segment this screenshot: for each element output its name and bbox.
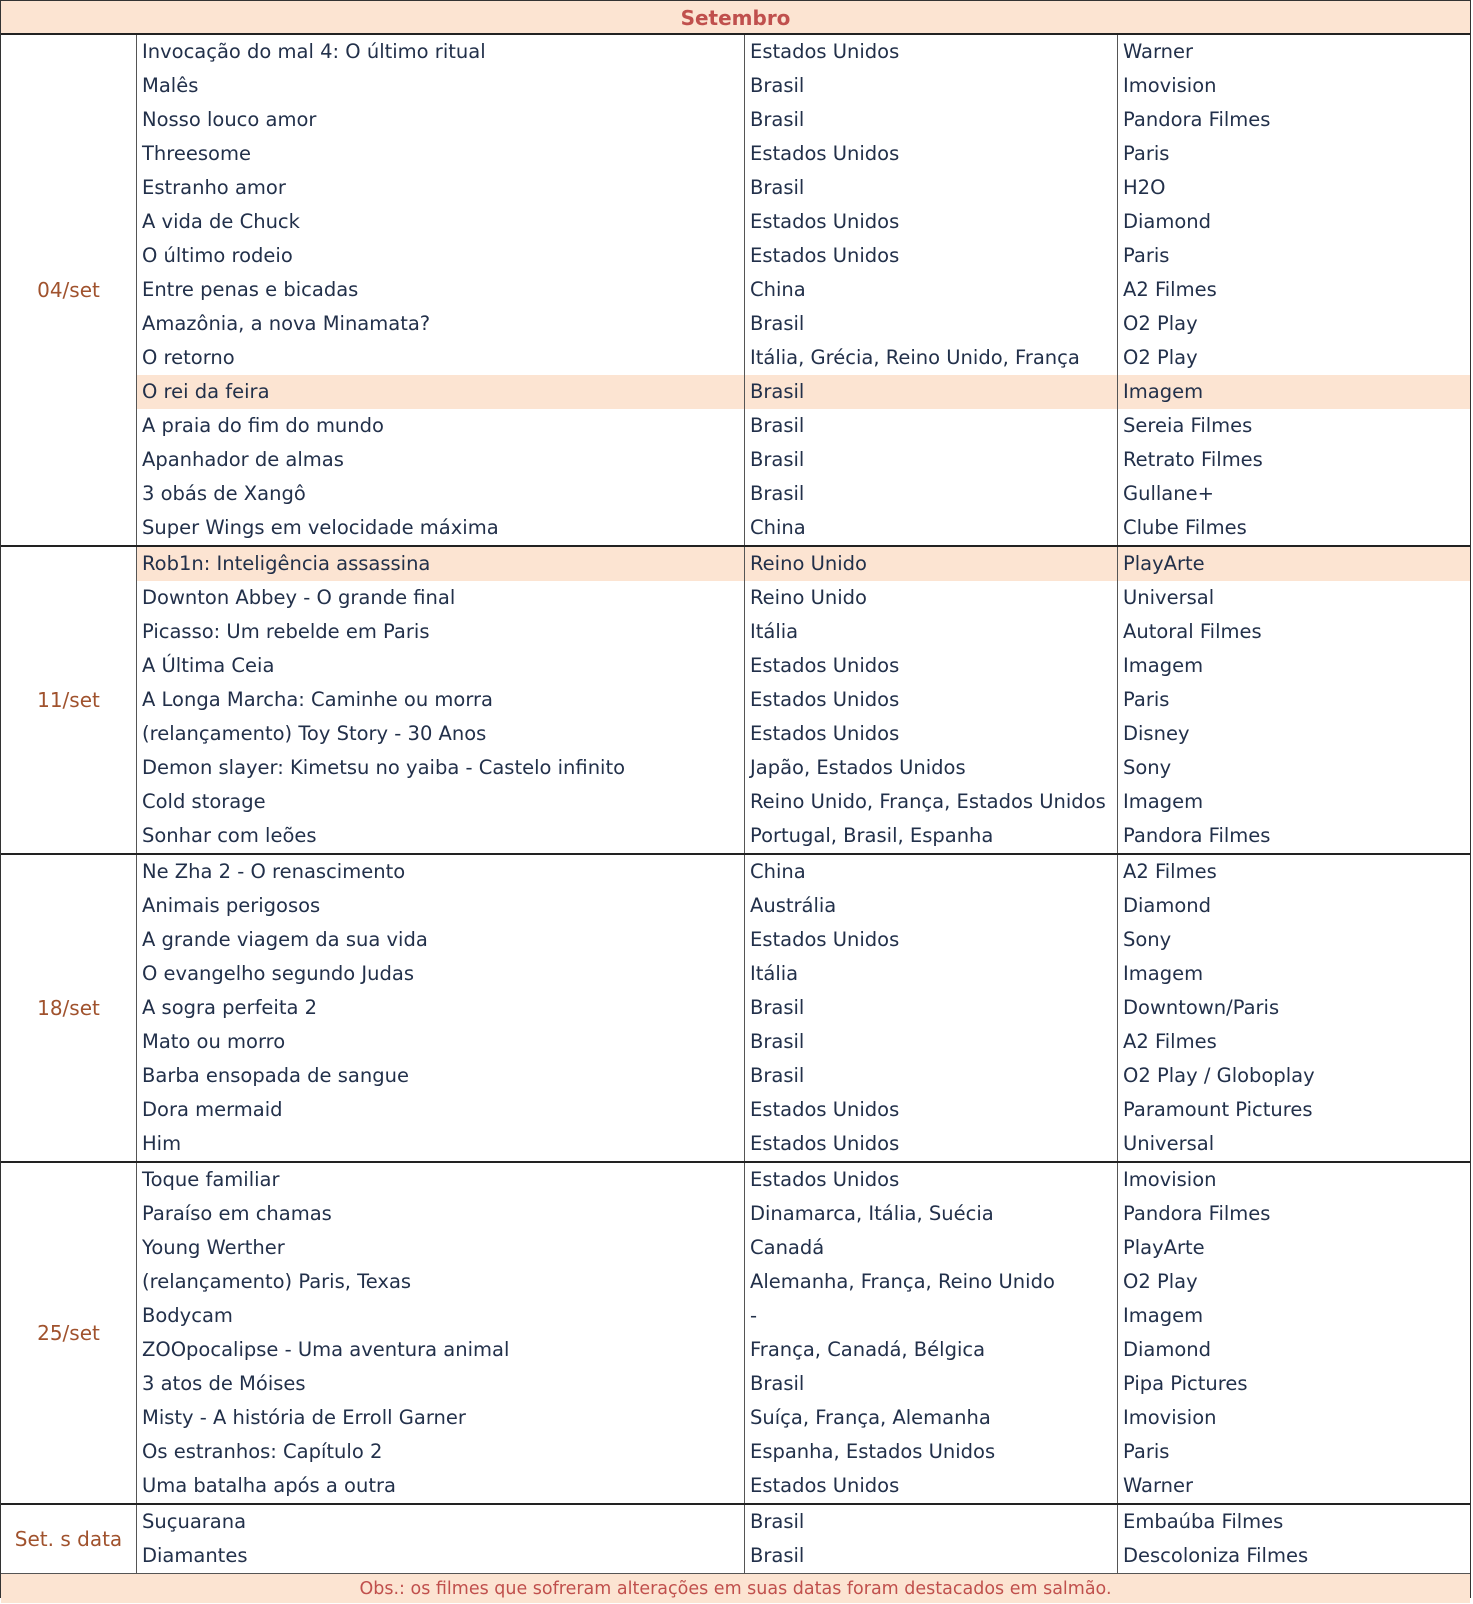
table-row xyxy=(137,1197,1470,1231)
film-title-cell: Amazônia, a nova Minamata? xyxy=(137,307,745,341)
distributor-cell: A2 Filmes xyxy=(1123,278,1217,301)
table-row xyxy=(137,1127,1470,1161)
film-title-cell: Nosso louco amor xyxy=(137,103,745,137)
distributor-cell: Imagem xyxy=(1123,1304,1204,1327)
country-cell: Reino Unido xyxy=(745,581,1118,615)
distributor-cell: Autoral Filmes xyxy=(1123,620,1262,643)
film-title-cell: Entre penas e bicadas xyxy=(137,273,745,307)
distributor-cell: Imovision xyxy=(1123,74,1217,97)
distributor-cell: Paris xyxy=(1123,1440,1170,1463)
film-title-cell: Cold storage xyxy=(137,785,745,819)
table-row xyxy=(137,1059,1470,1093)
country-cell: Canadá xyxy=(745,1231,1118,1265)
table-row xyxy=(137,547,1470,581)
film-title-cell: O retorno xyxy=(137,341,745,375)
table-row xyxy=(137,1093,1470,1127)
release-group xyxy=(1,1163,1470,1505)
country-cell: Brasil xyxy=(745,1059,1118,1093)
table-row xyxy=(137,889,1470,923)
distributor-cell: Paris xyxy=(1123,142,1170,165)
film-title-cell: Dora mermaid xyxy=(137,1093,745,1127)
film-title-cell: Estranho amor xyxy=(137,171,745,205)
distributor-cell: A2 Filmes xyxy=(1123,860,1217,883)
table-row xyxy=(137,1469,1470,1503)
country-cell: Estados Unidos xyxy=(745,683,1118,717)
country-cell: Estados Unidos xyxy=(745,1093,1118,1127)
table-row xyxy=(137,717,1470,751)
month-title: Setembro xyxy=(1,1,1470,35)
table-row xyxy=(137,819,1470,853)
country-cell: Brasil xyxy=(745,307,1118,341)
film-title-cell: O rei da feira xyxy=(137,375,745,409)
table-row xyxy=(137,69,1470,103)
distributor-cell: Imagem xyxy=(1123,380,1204,403)
country-cell: Estados Unidos xyxy=(745,1127,1118,1161)
distributor-cell: Imagem xyxy=(1123,962,1204,985)
table-row xyxy=(137,443,1470,477)
film-title-cell: Toque familiar xyxy=(137,1163,745,1197)
distributor-cell: Universal xyxy=(1123,586,1215,609)
country-cell: China xyxy=(745,855,1118,889)
release-date: 18/set xyxy=(1,855,137,1161)
film-title-cell: Apanhador de almas xyxy=(137,443,745,477)
table-row xyxy=(137,511,1470,545)
film-title-cell: Diamantes xyxy=(137,1539,745,1573)
film-title-cell: Downton Abbey - O grande final xyxy=(137,581,745,615)
film-title-cell: Ne Zha 2 - O renascimento xyxy=(137,855,745,889)
distributor-cell: A2 Filmes xyxy=(1123,1030,1217,1053)
table-row xyxy=(137,205,1470,239)
film-title-cell: Misty - A história de Erroll Garner xyxy=(137,1401,745,1435)
table-row xyxy=(137,683,1470,717)
table-row xyxy=(137,1505,1470,1539)
film-rows xyxy=(137,35,1470,545)
film-title-cell: Invocação do mal 4: O último ritual xyxy=(137,35,745,69)
film-title-cell: Him xyxy=(137,1127,745,1161)
distributor-cell: Sereia Filmes xyxy=(1123,414,1253,437)
film-title-cell: Rob1n: Inteligência assassina xyxy=(137,547,745,581)
film-title-cell: Super Wings em velocidade máxima xyxy=(137,511,745,545)
country-cell: Estados Unidos xyxy=(745,1163,1118,1197)
country-cell: Japão, Estados Unidos xyxy=(745,751,1118,785)
table-row xyxy=(137,649,1470,683)
film-title-cell: A Última Ceia xyxy=(137,649,745,683)
country-cell: Estados Unidos xyxy=(745,923,1118,957)
film-title-cell: 3 atos de Móises xyxy=(137,1367,745,1401)
distributor-cell: Diamond xyxy=(1123,1338,1212,1361)
country-cell: Brasil xyxy=(745,103,1118,137)
table-row xyxy=(137,923,1470,957)
film-title-cell: Threesome xyxy=(137,137,745,171)
footer-note: Obs.: os filmes que sofreram alterações em suas datas foram destacados em salmão. xyxy=(1,1573,1470,1603)
distributor-cell: PlayArte xyxy=(1123,1236,1205,1259)
country-cell: Reino Unido, França, Estados Unidos xyxy=(745,785,1118,819)
table-row xyxy=(137,1333,1470,1367)
film-title-cell: Animais perigosos xyxy=(137,889,745,923)
table-row xyxy=(137,273,1470,307)
table-row xyxy=(137,307,1470,341)
distributor-cell: Downtown/Paris xyxy=(1123,996,1280,1019)
distributor-cell: Disney xyxy=(1123,722,1190,745)
distributor-cell: Embaúba Filmes xyxy=(1123,1510,1284,1533)
film-title-cell: Sonhar com leões xyxy=(137,819,745,853)
table-row xyxy=(137,341,1470,375)
country-cell: Suíça, França, Alemanha xyxy=(745,1401,1118,1435)
country-cell: Estados Unidos xyxy=(745,717,1118,751)
table-row xyxy=(137,1231,1470,1265)
film-title-cell: A praia do fim do mundo xyxy=(137,409,745,443)
film-rows xyxy=(137,1505,1470,1573)
distributor-cell: Sony xyxy=(1123,756,1172,779)
country-cell: Estados Unidos xyxy=(745,137,1118,171)
distributor-cell: Clube Filmes xyxy=(1123,516,1247,539)
table-row xyxy=(137,1401,1470,1435)
distributor-cell: Retrato Filmes xyxy=(1123,448,1263,471)
table-row xyxy=(137,581,1470,615)
country-cell: Brasil xyxy=(745,171,1118,205)
table-row xyxy=(137,103,1470,137)
film-title-cell: (relançamento) Paris, Texas xyxy=(137,1265,745,1299)
film-title-cell: Os estranhos: Capítulo 2 xyxy=(137,1435,745,1469)
country-cell: Brasil xyxy=(745,1539,1118,1573)
table-row xyxy=(137,35,1470,69)
release-group xyxy=(1,547,1470,855)
film-title-cell: Demon slayer: Kimetsu no yaiba - Castelo infinito xyxy=(137,751,745,785)
distributor-cell: Paris xyxy=(1123,244,1170,267)
table-row xyxy=(137,751,1470,785)
table-row xyxy=(137,991,1470,1025)
distributor-cell: Pandora Filmes xyxy=(1123,108,1271,131)
distributor-cell: Sony xyxy=(1123,928,1172,951)
distributor-cell: O2 Play xyxy=(1123,346,1198,369)
country-cell: China xyxy=(745,273,1118,307)
distributor-cell: Pandora Filmes xyxy=(1123,1202,1271,1225)
country-cell: Brasil xyxy=(745,477,1118,511)
film-title-cell: A grande viagem da sua vida xyxy=(137,923,745,957)
table-row xyxy=(137,1367,1470,1401)
film-title-cell: A sogra perfeita 2 xyxy=(137,991,745,1025)
distributor-cell: O2 Play xyxy=(1123,312,1198,335)
table-row xyxy=(137,1265,1470,1299)
table-row xyxy=(137,855,1470,889)
distributor-cell: Diamond xyxy=(1123,210,1212,233)
distributor-cell: PlayArte xyxy=(1123,552,1205,575)
table-row xyxy=(137,957,1470,991)
table-row xyxy=(137,477,1470,511)
film-title-cell: O evangelho segundo Judas xyxy=(137,957,745,991)
table-row xyxy=(137,1299,1470,1333)
distributor-cell: Imagem xyxy=(1123,654,1204,677)
distributor-cell: Imovision xyxy=(1123,1406,1217,1429)
release-date: Set. s data xyxy=(1,1505,137,1573)
table-row xyxy=(137,171,1470,205)
distributor-cell: Gullane+ xyxy=(1123,482,1214,505)
table-row xyxy=(137,1435,1470,1469)
country-cell: Estados Unidos xyxy=(745,35,1118,69)
film-title-cell: Suçuarana xyxy=(137,1505,745,1539)
distributor-cell: H2O xyxy=(1123,176,1166,199)
table-row xyxy=(137,239,1470,273)
distributor-cell: Universal xyxy=(1123,1132,1215,1155)
country-cell: Reino Unido xyxy=(745,547,1118,581)
distributor-cell: Imovision xyxy=(1123,1168,1217,1191)
film-title-cell: O último rodeio xyxy=(137,239,745,273)
film-title-cell: Young Werther xyxy=(137,1231,745,1265)
film-rows xyxy=(137,1163,1470,1503)
distributor-cell: Pandora Filmes xyxy=(1123,824,1271,847)
film-title-cell: ZOOpocalipse - Uma aventura animal xyxy=(137,1333,745,1367)
country-cell: Austrália xyxy=(745,889,1118,923)
country-cell: Alemanha, França, Reino Unido xyxy=(745,1265,1118,1299)
distributor-cell: Diamond xyxy=(1123,894,1212,917)
country-cell: China xyxy=(745,511,1118,545)
country-cell: Estados Unidos xyxy=(745,205,1118,239)
country-cell: Estados Unidos xyxy=(745,1469,1118,1503)
country-cell: Dinamarca, Itália, Suécia xyxy=(745,1197,1118,1231)
film-title-cell: (relançamento) Toy Story - 30 Anos xyxy=(137,717,745,751)
country-cell: Brasil xyxy=(745,991,1118,1025)
film-title-cell: Mato ou morro xyxy=(137,1025,745,1059)
film-title-cell: Uma batalha após a outra xyxy=(137,1469,745,1503)
film-title-cell: Barba ensopada de sangue xyxy=(137,1059,745,1093)
country-cell: - xyxy=(745,1299,1118,1333)
distributor-cell: Warner xyxy=(1123,40,1194,63)
country-cell: Portugal, Brasil, Espanha xyxy=(745,819,1118,853)
table-row xyxy=(137,375,1470,409)
distributor-cell: Descoloniza Filmes xyxy=(1123,1544,1309,1567)
distributor-cell: Paramount Pictures xyxy=(1123,1098,1313,1121)
film-title-cell: A Longa Marcha: Caminhe ou morra xyxy=(137,683,745,717)
table-row xyxy=(137,785,1470,819)
country-cell: Brasil xyxy=(745,1367,1118,1401)
country-cell: Itália xyxy=(745,615,1118,649)
distributor-cell: O2 Play / Globoplay xyxy=(1123,1064,1315,1087)
film-rows xyxy=(137,547,1470,853)
release-date: 04/set xyxy=(1,35,137,545)
country-cell: França, Canadá, Bélgica xyxy=(745,1333,1118,1367)
distributor-cell: Pipa Pictures xyxy=(1123,1372,1248,1395)
table-row xyxy=(137,137,1470,171)
table-row xyxy=(137,409,1470,443)
film-title-cell: Malês xyxy=(137,69,745,103)
country-cell: Brasil xyxy=(745,443,1118,477)
distributor-cell: Paris xyxy=(1123,688,1170,711)
release-group xyxy=(1,855,1470,1163)
distributor-cell: O2 Play xyxy=(1123,1270,1198,1293)
table-row xyxy=(137,615,1470,649)
film-title-cell: 3 obás de Xangô xyxy=(137,477,745,511)
distributor-cell: Imagem xyxy=(1123,790,1204,813)
country-cell: Espanha, Estados Unidos xyxy=(745,1435,1118,1469)
country-cell: Itália xyxy=(745,957,1118,991)
release-date: 25/set xyxy=(1,1163,137,1503)
film-title-cell: A vida de Chuck xyxy=(137,205,745,239)
film-rows xyxy=(137,855,1470,1161)
table-row xyxy=(137,1539,1470,1573)
country-cell: Brasil xyxy=(745,375,1118,409)
film-title-cell: Paraíso em chamas xyxy=(137,1197,745,1231)
distributor-cell: Warner xyxy=(1123,1474,1194,1497)
country-cell: Brasil xyxy=(745,1025,1118,1059)
table-row xyxy=(137,1163,1470,1197)
release-group xyxy=(1,1505,1470,1573)
country-cell: Brasil xyxy=(745,409,1118,443)
release-group xyxy=(1,35,1470,547)
country-cell: Estados Unidos xyxy=(745,649,1118,683)
film-title-cell: Bodycam xyxy=(137,1299,745,1333)
country-cell: Brasil xyxy=(745,69,1118,103)
release-groups xyxy=(1,35,1470,1573)
country-cell: Brasil xyxy=(745,1505,1118,1539)
table-row xyxy=(137,1025,1470,1059)
country-cell: Itália, Grécia, Reino Unido, França xyxy=(745,341,1118,375)
film-title-cell: Picasso: Um rebelde em Paris xyxy=(137,615,745,649)
release-date: 11/set xyxy=(1,547,137,853)
country-cell: Estados Unidos xyxy=(745,239,1118,273)
